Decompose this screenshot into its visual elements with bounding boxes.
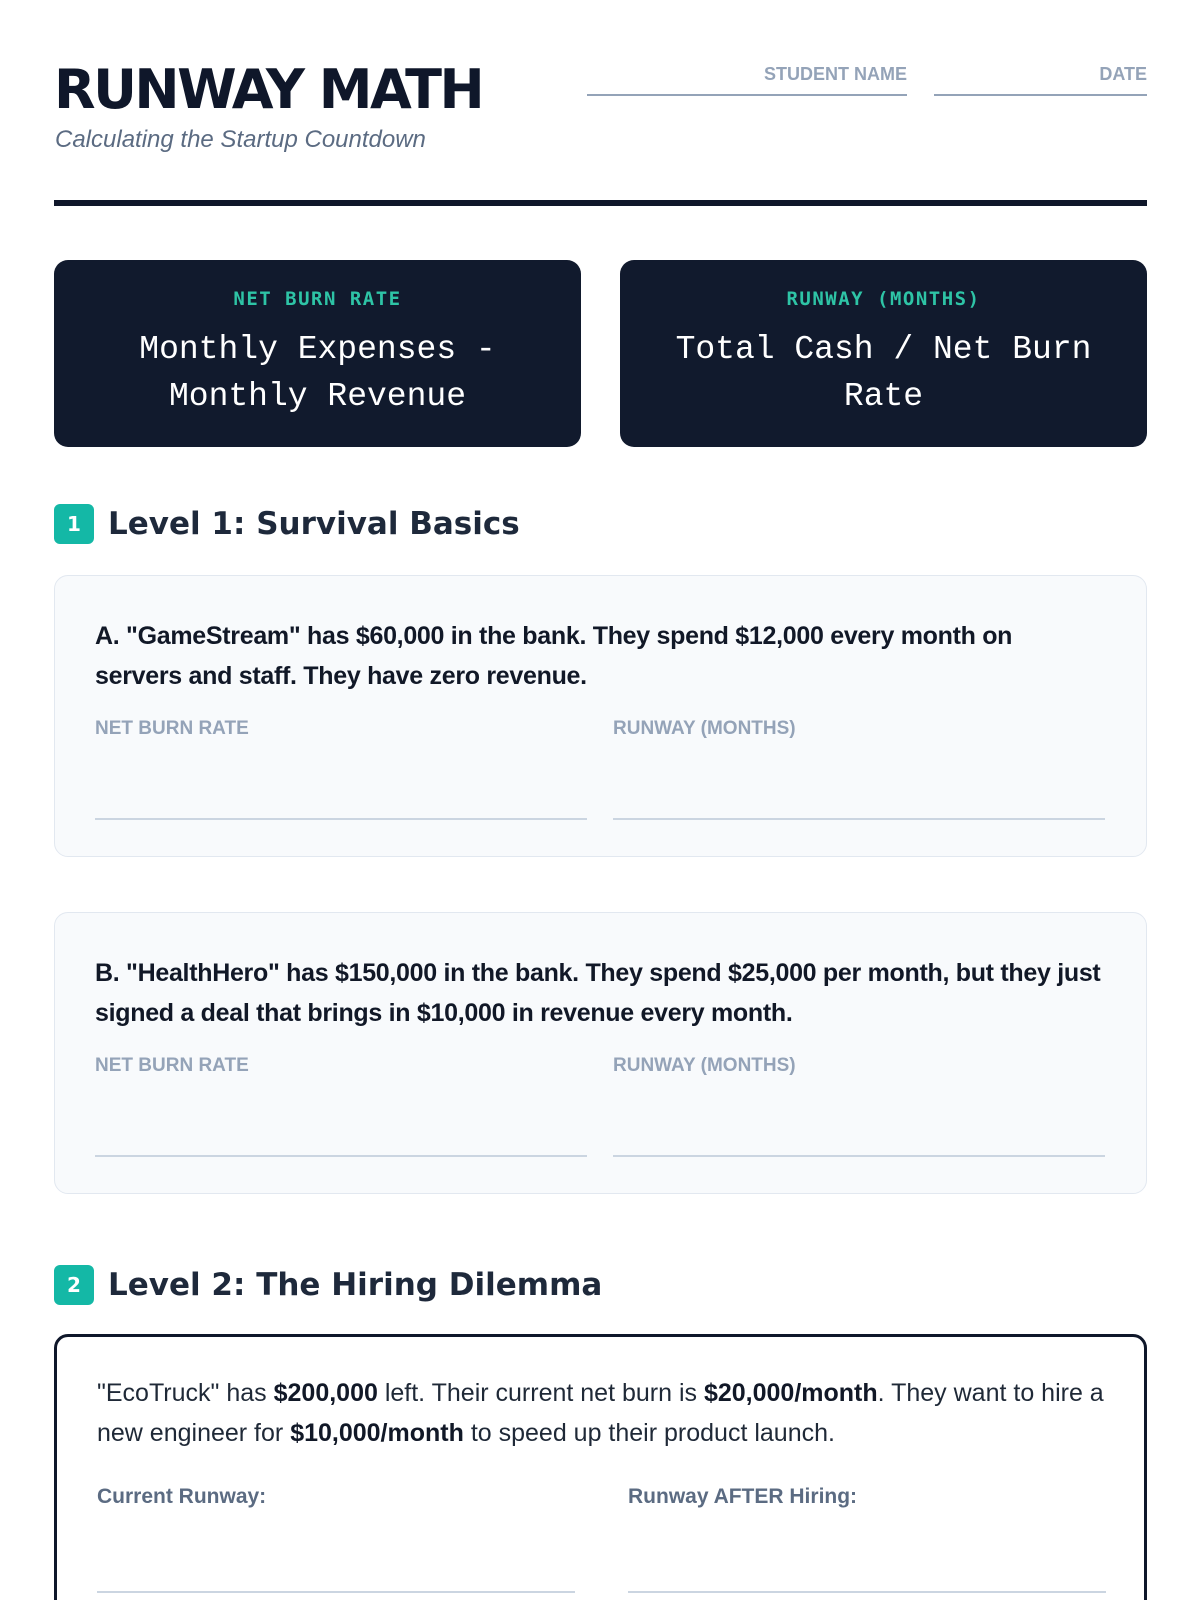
problem-text: A. "GameStream" has $60,000 in the bank. They spend $12,000 every month on servers and staff. They have zero revenue. (95, 622, 1013, 690)
problem-text: "EcoTruck" has $200,000 left. Their current net burn is $20,000/month. They want to hire a new engineer for $10,000/month to speed up their product launch. (97, 1379, 1104, 1447)
answer-field-runway[interactable] (613, 718, 1105, 820)
answer-label: NET BURN RATE (95, 718, 249, 739)
answer-field-net-burn[interactable] (95, 1055, 587, 1157)
hiring-dilemma-card (54, 1334, 1147, 1600)
answer-field-current-runway[interactable] (97, 1485, 575, 1593)
answer-line (97, 1591, 575, 1593)
formula-text: Total Cash / Net Burn Rate (675, 331, 1092, 415)
answer-label: RUNWAY (MONTHS) (613, 718, 796, 739)
burn-amount: $20,000/month (703, 1379, 878, 1407)
worksheet-header (54, 60, 1147, 205)
cash-amount: $200,000 (273, 1379, 378, 1407)
section-number-badge: 2 (54, 1265, 94, 1305)
date-label: DATE (1099, 64, 1147, 84)
formula-card-runway (620, 260, 1147, 447)
answer-line (95, 1155, 587, 1157)
formula-label: NET BURN RATE (233, 288, 402, 310)
answer-line (613, 1155, 1105, 1157)
date-field[interactable] (934, 64, 1147, 96)
answer-label: RUNWAY (MONTHS) (613, 1055, 796, 1076)
answer-label: Runway AFTER Hiring: (628, 1485, 858, 1508)
answer-field-net-burn[interactable] (95, 718, 587, 820)
salary-amount: $10,000/month (290, 1419, 464, 1447)
student-name-label: STUDENT NAME (764, 64, 907, 84)
problem-card-b (54, 912, 1147, 1194)
formula-card-net-burn (54, 260, 581, 447)
answer-line (613, 818, 1105, 820)
section-title: Level 1: Survival Basics (108, 506, 520, 542)
answer-label: NET BURN RATE (95, 1055, 249, 1076)
problem-card-a (54, 575, 1147, 857)
page-subtitle: Calculating the Startup Countdown (55, 126, 426, 153)
header-divider (54, 200, 1147, 206)
formula-label: RUNWAY (MONTHS) (786, 288, 981, 310)
section-title: Level 2: The Hiring Dilemma (108, 1267, 603, 1303)
answer-field-runway-after-hiring[interactable] (628, 1485, 1106, 1593)
answer-line (95, 818, 587, 820)
page-title: RUNWAY MATH (54, 58, 483, 121)
section-number-badge: 1 (54, 504, 94, 544)
formula-text: Monthly Expenses - Monthly Revenue (139, 331, 496, 415)
answer-line (628, 1591, 1106, 1593)
answer-field-runway[interactable] (613, 1055, 1105, 1157)
answer-label: Current Runway: (97, 1485, 267, 1508)
problem-text: B. "HealthHero" has $150,000 in the bank. They spend $25,000 per month, but they just signed a deal that brings in $10,000 in revenue every month. (95, 959, 1101, 1027)
student-name-field[interactable] (587, 64, 907, 96)
